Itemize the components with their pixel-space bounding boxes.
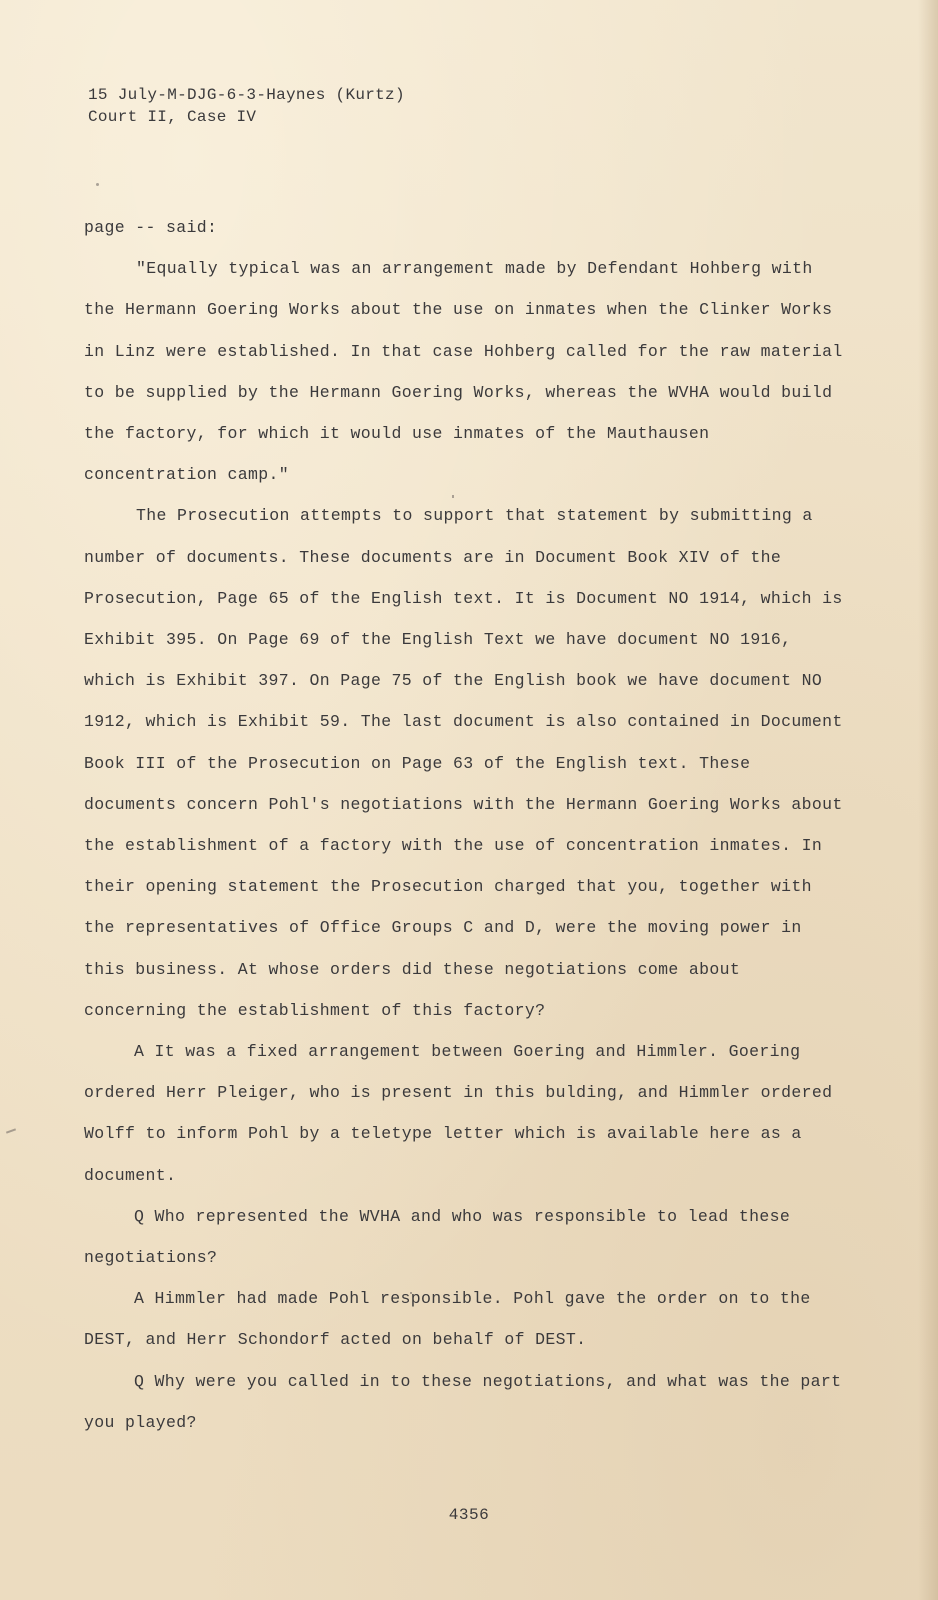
page-number: 4356 [448,1506,490,1524]
paragraph-intro: page -- said: [84,218,218,237]
paragraph-answer: A It was a fixed arrangement between Goering and Himmler. Goering ordered Herr Pleiger, who is present in this bulding, and Himmler ordered Wolff to inform Pohl by a teletype letter which is available here as a document. [84,1042,843,1185]
paper-mark [6,1128,16,1133]
paragraph-question: Q Why were you called in to these negotiations, and what was the part you played? [84,1371,852,1432]
paragraph-quote: "Equally typical was an arrangement made by Defendant Hohberg with the Hermann Goering Works about the use on inmates when the Clinker Works in Linz were established. In that case Hohberg called for the raw material to be supplied by the Hermann Goering Works, whereas the WVHA would build the factory, for which it would use inmates of the Mauthausen concentration camp." [84,259,853,485]
paragraph-question: The Prosecution attempts to support that statement by submitting a number of documents. These documents are in Document Book XIV of the Prosecution, Page 65 of the English text. It is Document NO 1914, which is Exhibit 395. On Page 69 of the English Text we have document NO 1916, which is Exhibit 397. On Page 75 of the English book we have document NO 1912, which is Exhibit 59. The last document is also contained in Document Book III of the Prosecution on Page 63 of the English text. These documents concern Pohl's negotiations with the Hermann Goering Works about the establishment of a factory with the use of concentration inmates. In their opening statement the Prosecution charged that you, together with the representatives of Office Groups C and D, were the moving power in this business. At whose orders did these negotiations come about concerning the establishment of this factory? [84,506,853,1020]
paper-dot [96,183,99,186]
header-line-date-code: 15 July-M-DJG-6-3-Haynes (Kurtz) [88,86,405,104]
paragraph-question: Q Who represented the WVHA and who was responsible to lead these negotiations? [84,1206,801,1268]
paragraph-answer: A Himmler had made Pohl responsible. Pohl gave the order on to the DEST, and Herr Schondorf acted on behalf of DEST. [84,1289,821,1350]
header-line-court-case: Court II, Case IV [88,108,257,126]
document-header [88,84,405,128]
transcript-body [84,207,853,1443]
